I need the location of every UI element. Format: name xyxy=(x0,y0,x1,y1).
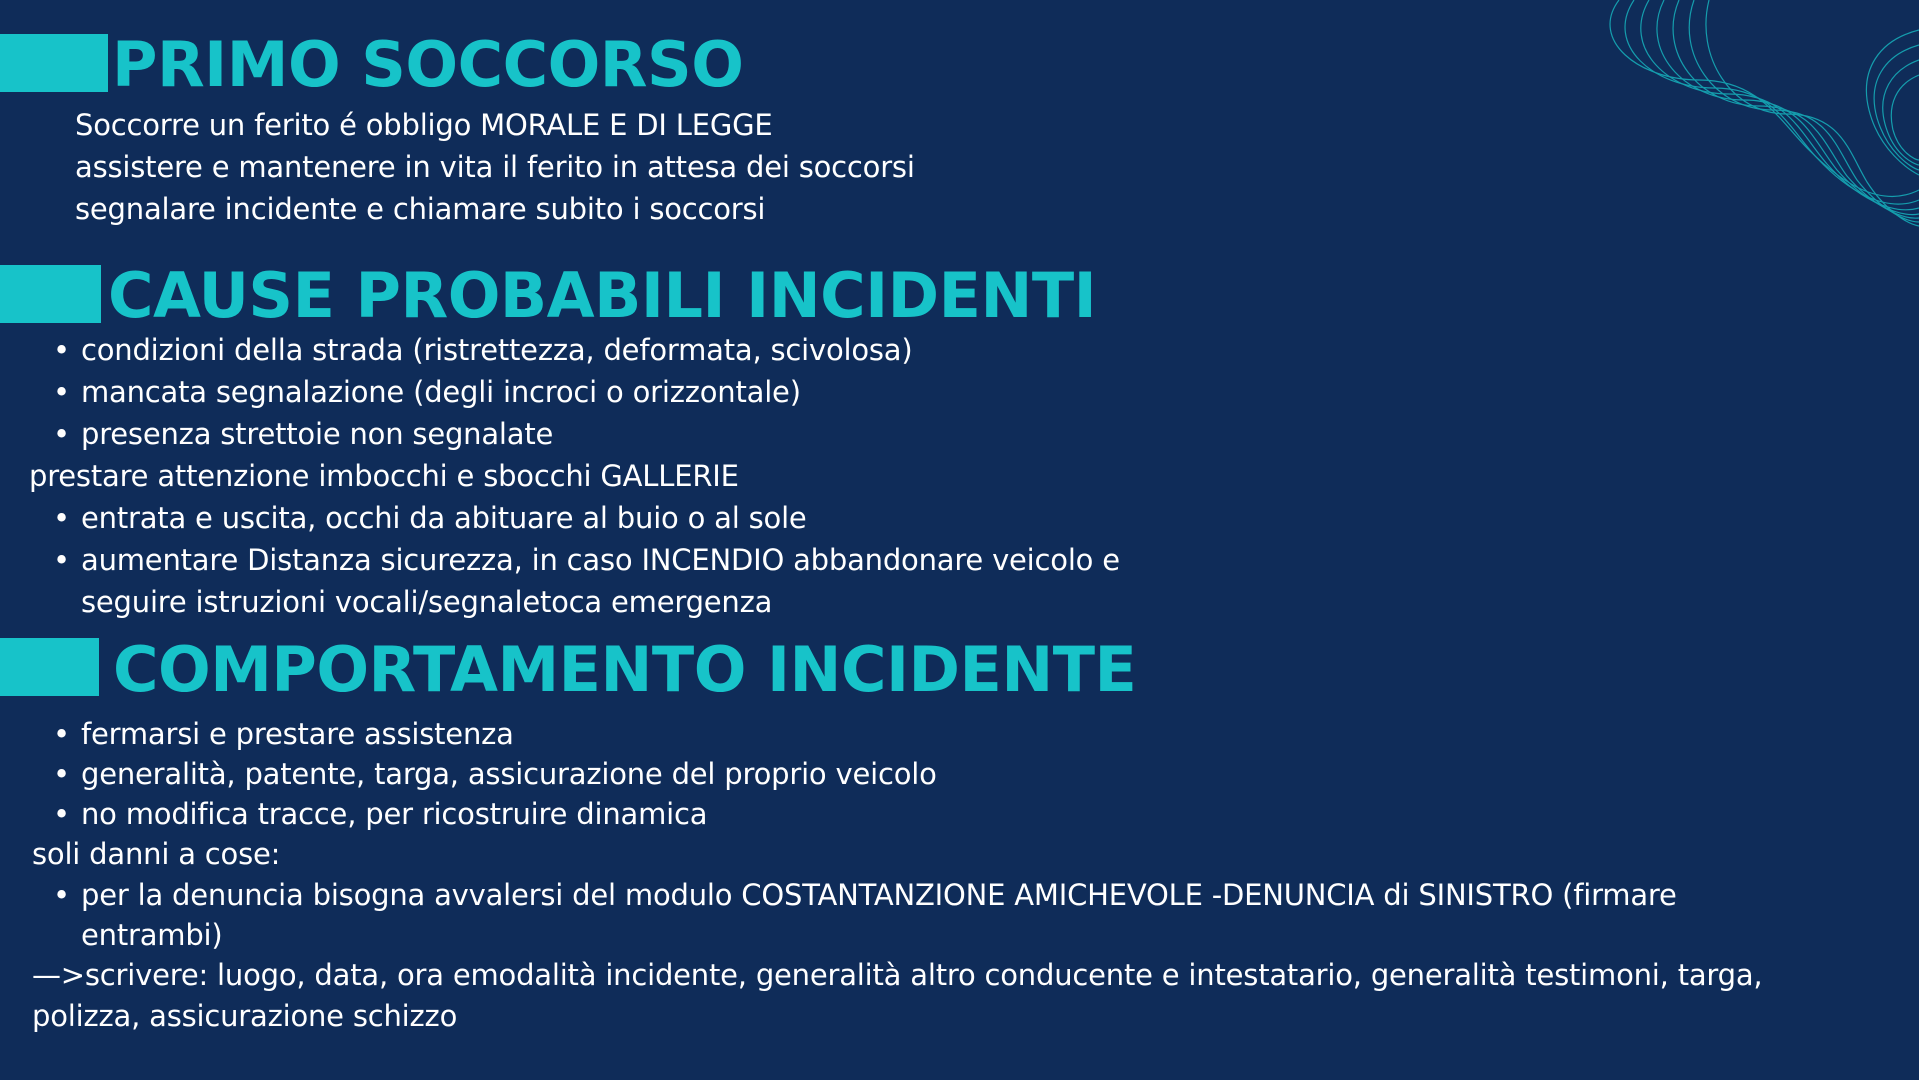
section-bar-primo-soccorso xyxy=(0,34,108,92)
primo-soccorso-line-3: segnalare incidente e chiamare subito i soccorsi xyxy=(75,192,766,226)
scrivere-line-1: —>scrivere: luogo, data, ora emodalità incidente, generalità altro conducente e intestatario, generalità testimoni, targa, xyxy=(32,958,1763,992)
gallerie-bullet-1: • entrata e uscita, occhi da abituare al buio o al sole xyxy=(81,504,807,533)
heading-primo-soccorso: PRIMO SOCCORSO xyxy=(112,28,744,101)
cause-note-gallerie: prestare attenzione imbocchi e sbocchi GALLERIE xyxy=(29,459,739,493)
heading-cause-probabili-incidenti: CAUSE PROBABILI INCIDENTI xyxy=(108,259,1097,332)
section-bar-cause-incidenti xyxy=(0,265,101,323)
scrivere-line-2: polizza, assicurazione schizzo xyxy=(32,999,458,1033)
comportamento-bullet-3: • no modifica tracce, per ricostruire dinamica xyxy=(81,800,707,829)
primo-soccorso-line-1: Soccorre un ferito é obbligo MORALE E DI LEGGE xyxy=(75,108,773,142)
gallerie-bullet-2: • aumentare Distanza sicurezza, in caso INCENDIO abbandonare veicolo e xyxy=(81,546,1120,575)
comportamento-bullet-1: • fermarsi e prestare assistenza xyxy=(81,720,514,749)
comportamento-note-danni: soli danni a cose: xyxy=(32,837,281,871)
cause-bullet-2: • mancata segnalazione (degli incroci o orizzontale) xyxy=(81,378,801,407)
denuncia-bullet-continued: entrambi) xyxy=(81,918,223,952)
primo-soccorso-line-2: assistere e mantenere in vita il ferito in attesa dei soccorsi xyxy=(75,150,915,184)
section-bar-comportamento xyxy=(0,638,99,696)
wave-lines-decoration xyxy=(1579,0,1919,230)
comportamento-bullet-2: • generalità, patente, targa, assicurazione del proprio veicolo xyxy=(81,760,937,789)
heading-comportamento-incidente: COMPORTAMENTO INCIDENTE xyxy=(113,633,1137,706)
cause-bullet-1: • condizioni della strada (ristrettezza, deformata, scivolosa) xyxy=(81,336,913,365)
gallerie-bullet-2-continued: seguire istruzioni vocali/segnaletoca emergenza xyxy=(81,585,773,619)
denuncia-bullet: • per la denuncia bisogna avvalersi del modulo COSTANTANZIONE AMICHEVOLE -DENUNCIA di SINISTRO (firmare xyxy=(81,881,1677,910)
cause-bullet-3: • presenza strettoie non segnalate xyxy=(81,420,553,449)
